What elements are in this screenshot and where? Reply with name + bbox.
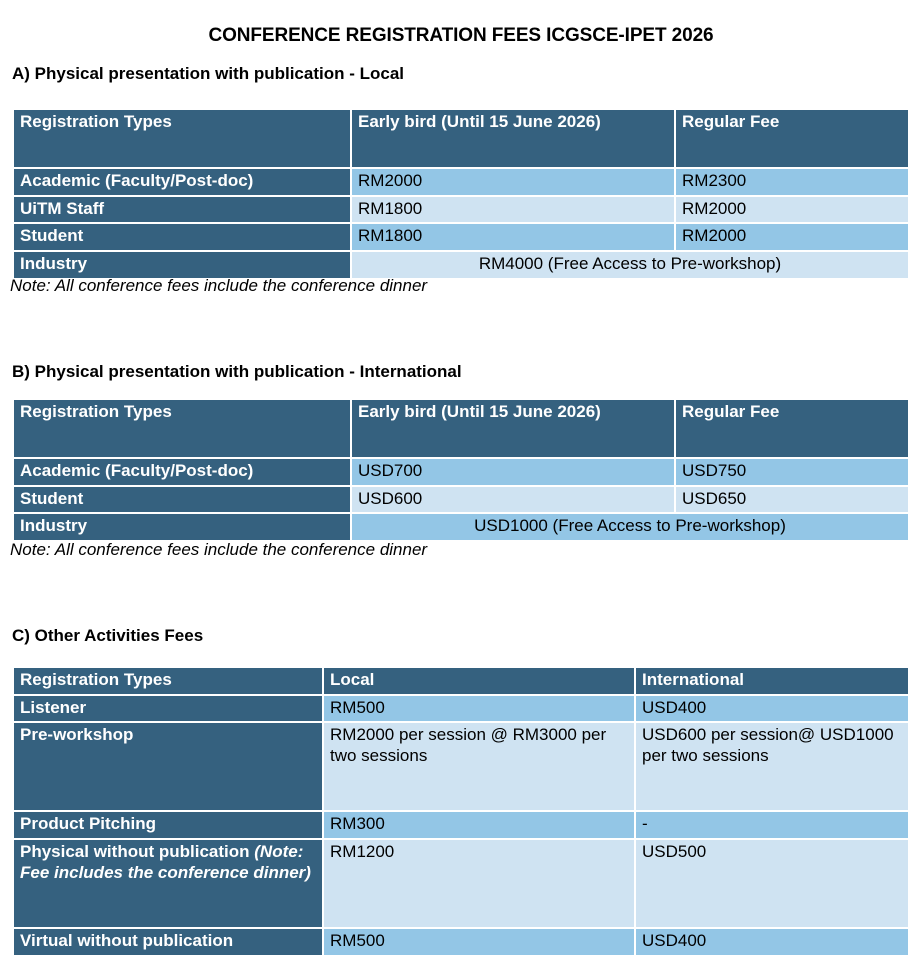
table-row <box>14 929 908 955</box>
column-header-registration-types: Registration Types <box>14 668 322 694</box>
cell-student-early-bird: RM1800 <box>352 224 674 250</box>
row-label-student: Student <box>14 487 350 513</box>
cell-student-regular: RM2000 <box>676 224 908 250</box>
section-heading-a: A) Physical presentation with publication - Local <box>12 64 404 83</box>
cell-pre-workshop-local: RM2000 per session @ RM3000 per two sessions <box>324 723 634 810</box>
cell-product-pitching-international: - <box>636 812 908 838</box>
table-header-row <box>14 110 908 167</box>
row-label-virtual-without-publication: Virtual without publication <box>14 929 322 955</box>
note-international: Note: All conference fees include the conference dinner <box>10 540 428 559</box>
page-title: CONFERENCE REGISTRATION FEES ICGSCE-IPET 2026 <box>208 25 714 46</box>
table-row <box>14 169 908 195</box>
cell-academic-early-bird: USD700 <box>352 459 674 485</box>
column-header-local: Local <box>324 668 634 694</box>
note-local: Note: All conference fees include the conference dinner <box>10 276 428 295</box>
table-row <box>14 252 908 278</box>
cell-listener-international: USD400 <box>636 696 908 722</box>
column-header-regular-fee: Regular Fee <box>676 110 908 167</box>
table-row <box>14 224 908 250</box>
cell-product-pitching-local: RM300 <box>324 812 634 838</box>
cell-physical-without-publication-local: RM1200 <box>324 840 634 927</box>
row-label-academic: Academic (Faculty/Post-doc) <box>14 169 350 195</box>
column-header-registration-types: Registration Types <box>14 400 350 457</box>
table-row <box>14 723 908 810</box>
cell-academic-regular: USD750 <box>676 459 908 485</box>
row-label-physical-without-publication-note: (Note: Fee includes the conference dinner) <box>20 842 311 882</box>
table-row <box>14 459 908 485</box>
row-label-academic: Academic (Faculty/Post-doc) <box>14 459 350 485</box>
row-label-uitm-staff: UiTM Staff <box>14 197 350 223</box>
cell-industry-merged-fee: RM4000 (Free Access to Pre-workshop) <box>352 252 908 278</box>
cell-student-regular: USD650 <box>676 487 908 513</box>
cell-virtual-without-publication-local: RM500 <box>324 929 634 955</box>
fees-table-international <box>12 398 910 542</box>
row-label-physical-without-publication-text: Physical without publication <box>20 842 250 862</box>
table-row <box>14 812 908 838</box>
row-label-industry: Industry <box>14 252 350 278</box>
fees-table-local <box>12 108 910 280</box>
column-header-early-bird: Early bird (Until 15 June 2026) <box>352 400 674 457</box>
column-header-registration-types: Registration Types <box>14 110 350 167</box>
column-header-regular-fee: Regular Fee <box>676 400 908 457</box>
row-label-listener: Listener <box>14 696 322 722</box>
row-label-physical-without-publication <box>14 840 322 927</box>
other-activities-fees-table <box>12 666 910 957</box>
cell-physical-without-publication-international: USD500 <box>636 840 908 927</box>
cell-uitm-staff-regular: RM2000 <box>676 197 908 223</box>
cell-industry-merged-fee: USD1000 (Free Access to Pre-workshop) <box>352 514 908 540</box>
cell-student-early-bird: USD600 <box>352 487 674 513</box>
table-row <box>14 840 908 927</box>
table-header-row <box>14 668 908 694</box>
section-heading-c: C) Other Activities Fees <box>12 626 204 645</box>
table-header-row <box>14 400 908 457</box>
cell-academic-regular: RM2300 <box>676 169 908 195</box>
row-label-industry: Industry <box>14 514 350 540</box>
table-row <box>14 197 908 223</box>
cell-virtual-without-publication-international: USD400 <box>636 929 908 955</box>
column-header-early-bird: Early bird (Until 15 June 2026) <box>352 110 674 167</box>
column-header-international: International <box>636 668 908 694</box>
row-label-pre-workshop: Pre-workshop <box>14 723 322 810</box>
table-row <box>14 696 908 722</box>
row-label-product-pitching: Product Pitching <box>14 812 322 838</box>
section-heading-b: B) Physical presentation with publication - International <box>12 362 462 381</box>
table-row <box>14 487 908 513</box>
cell-listener-local: RM500 <box>324 696 634 722</box>
row-label-student: Student <box>14 224 350 250</box>
cell-academic-early-bird: RM2000 <box>352 169 674 195</box>
table-row <box>14 514 908 540</box>
cell-uitm-staff-early-bird: RM1800 <box>352 197 674 223</box>
cell-pre-workshop-international: USD600 per session@ USD1000 per two sessions <box>636 723 908 810</box>
